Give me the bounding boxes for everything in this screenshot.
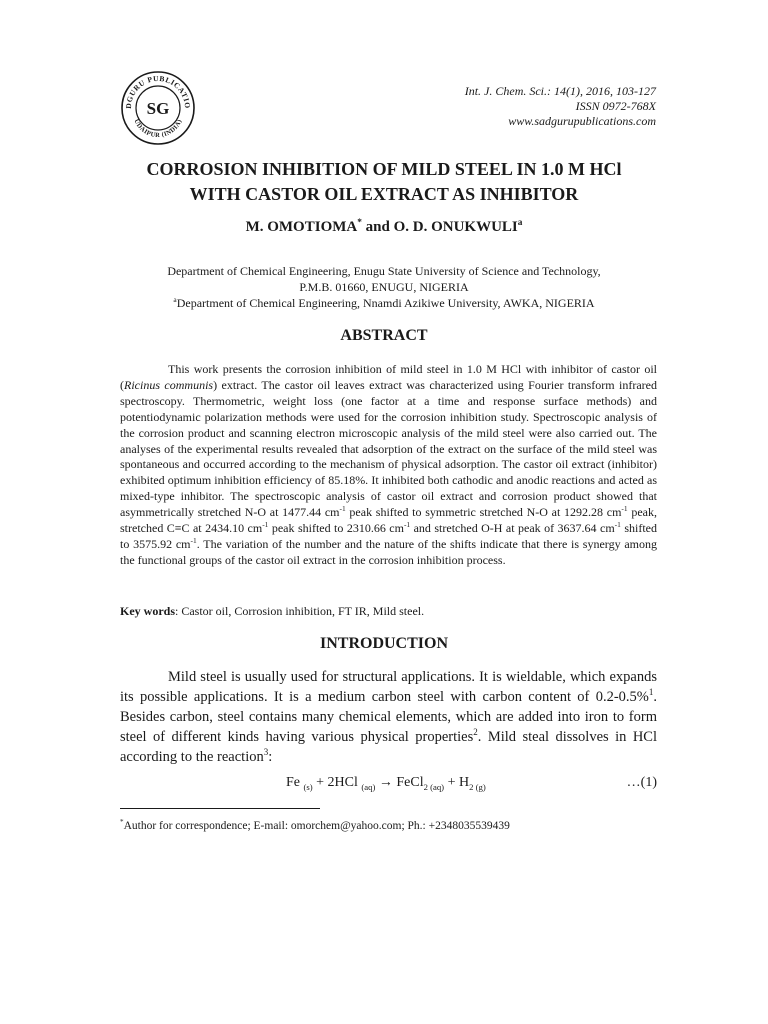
journal-citation: Int. J. Chem. Sci.: 14(1), 2016, 103-127 (464, 84, 656, 98)
reference-marker[interactable]: 1 (648, 687, 654, 698)
reference-marker[interactable]: 2 (473, 727, 478, 738)
equation-row (120, 775, 657, 795)
keywords (120, 604, 424, 619)
eq-subscript: 2 (469, 781, 474, 792)
chemical-equation (286, 775, 486, 791)
title-line-1: CORROSION INHIBITION OF MILD STEEL IN 1.0 M HCl (146, 159, 622, 179)
footnote-text: Author for correspondence; E-mail: omorchem@yahoo.com; Ph.: +2348035539439 (123, 820, 510, 832)
intro-text: . Mild steal dissolves in HCl according to the reaction (120, 729, 657, 765)
footnote-rule (120, 808, 320, 809)
eq-state: (aq) (361, 781, 376, 792)
unit-exponent: -1 (403, 520, 411, 530)
affiliation-1-line-1: Department of Chemical Engineering, Enugu State University of Science and Technology, (167, 264, 601, 278)
keywords-label: Key words (120, 604, 175, 618)
reference-marker[interactable]: 3 (263, 747, 269, 758)
title-line-2: WITH CASTOR OIL EXTRACT AS INHIBITOR (189, 184, 579, 204)
journal-issn: ISSN 0972-768X (575, 99, 656, 113)
abstract-text: peak shifted to 2310.66 cm (268, 521, 404, 536)
unit-exponent: -1 (621, 504, 628, 514)
eq-term: → FeCl (375, 775, 424, 790)
unit-exponent: -1 (614, 520, 621, 530)
author-1-mark: * (357, 218, 362, 228)
abstract-text: shifted to 3575.92 cm (120, 521, 657, 551)
unit-exponent: -1 (339, 504, 346, 514)
author-2: O. D. ONUKWULI (393, 219, 518, 235)
unit-exponent: -1 (190, 535, 197, 545)
abstract-text: peak shifted to symmetric stretched N-O at 1292.28 cm (345, 505, 622, 520)
eq-state: (g) (473, 781, 486, 792)
logo-monogram: SG (146, 99, 170, 118)
author-and: and (361, 219, 394, 235)
introduction-body (120, 667, 657, 767)
paper-title (0, 157, 768, 207)
publisher-logo (120, 70, 196, 146)
unit-exponent: -1 (262, 520, 269, 530)
abstract-text: This work presents the corrosion inhibition of mild steel in 1.0 M HCl with inhibitor of castor oil ( (120, 362, 657, 392)
abstract-text: peak, stretched C≡C at 2434.10 cm (120, 505, 657, 536)
eq-subscript: 2 (423, 781, 428, 792)
eq-term: + H (444, 775, 470, 790)
abstract-text: ) extract. The castor oil leaves extract was characterized using Fourier transform infrared spectroscopy. Thermometric, weight loss (one factor at a time and response surface methods) and potentiodynamic polarization methods were used for the corrosion inhibition study. Spectroscopic analysis of the corrosion product and scanning electron microscopic analysis of the mild steel were also carried out. The analyses of the experimental results revealed that adsorption of the extract on the surface of the mild steel was spontaneous and occurred according to the mechanism of physical adsorption. The castor oil extract (inhibitor) exhibited optimum inhibition efficiency of 85.18%. It inhibited both cathodic and anodic reactions and acted as mixed-type inhibitor. The spectroscopic analysis of castor oil extract and corrosion product showed that asymmetrically stretched N-O at 1477.44 cm (120, 377, 658, 520)
eq-state: (aq) (427, 781, 445, 792)
author-1: M. OMOTIOMA (245, 219, 358, 235)
journal-info (465, 84, 656, 129)
journal-website[interactable]: www.sadgurupublications.com (508, 114, 656, 128)
abstract-text: . The variation of the number and the nature of the shifts indicate that there is synergy among the functional groups of the castor oil extract in the corrosion inhibition process. (120, 536, 657, 567)
footnote-mark: * (120, 818, 124, 827)
affiliation-1-line-2: P.M.B. 01660, ENUGU, NIGERIA (299, 280, 469, 294)
intro-text: : (268, 749, 273, 765)
equation-number: …(1) (626, 775, 657, 790)
eq-state: (s) (303, 781, 313, 792)
introduction-heading: INTRODUCTION (319, 635, 448, 652)
logo-text-bottom: UDAIPUR (INDIA) (132, 118, 184, 140)
eq-term: Fe (286, 775, 304, 790)
intro-text: Mild steel is usually used for structural applications. It is wieldable, which expands its possible applications. It is a medium carbon steel with carbon content of 0.2-0.5% (120, 669, 657, 705)
intro-text: . Besides carbon, steel contains many chemical elements, which are added into iron to form steel of different kinds having various physical properties (120, 689, 657, 745)
abstract-body (120, 362, 657, 569)
affiliation-2-text: Department of Chemical Engineering, Nnamdi Azikiwe University, AWKA, NIGERIA (176, 296, 595, 310)
keywords-text: : Castor oil, Corrosion inhibition, FT IR, Mild steel. (175, 604, 425, 618)
abstract-heading: ABSTRACT (340, 327, 428, 344)
logo-text-top: DGURU PUBLICATIO (123, 73, 193, 110)
eq-term: + 2HCl (312, 775, 362, 790)
author-line (0, 219, 768, 236)
affiliation-2-mark: a (173, 295, 177, 304)
affiliations (0, 263, 768, 311)
species-name: Ricinus communis (124, 377, 214, 392)
author-2-mark: a (517, 218, 523, 228)
footnote (120, 820, 510, 832)
affiliation-2 (0, 295, 768, 311)
svg-text:UDAIPUR (INDIA) (132, 118, 183, 139)
abstract-text: and stretched O-H at peak of 3637.64 cm (410, 521, 615, 536)
